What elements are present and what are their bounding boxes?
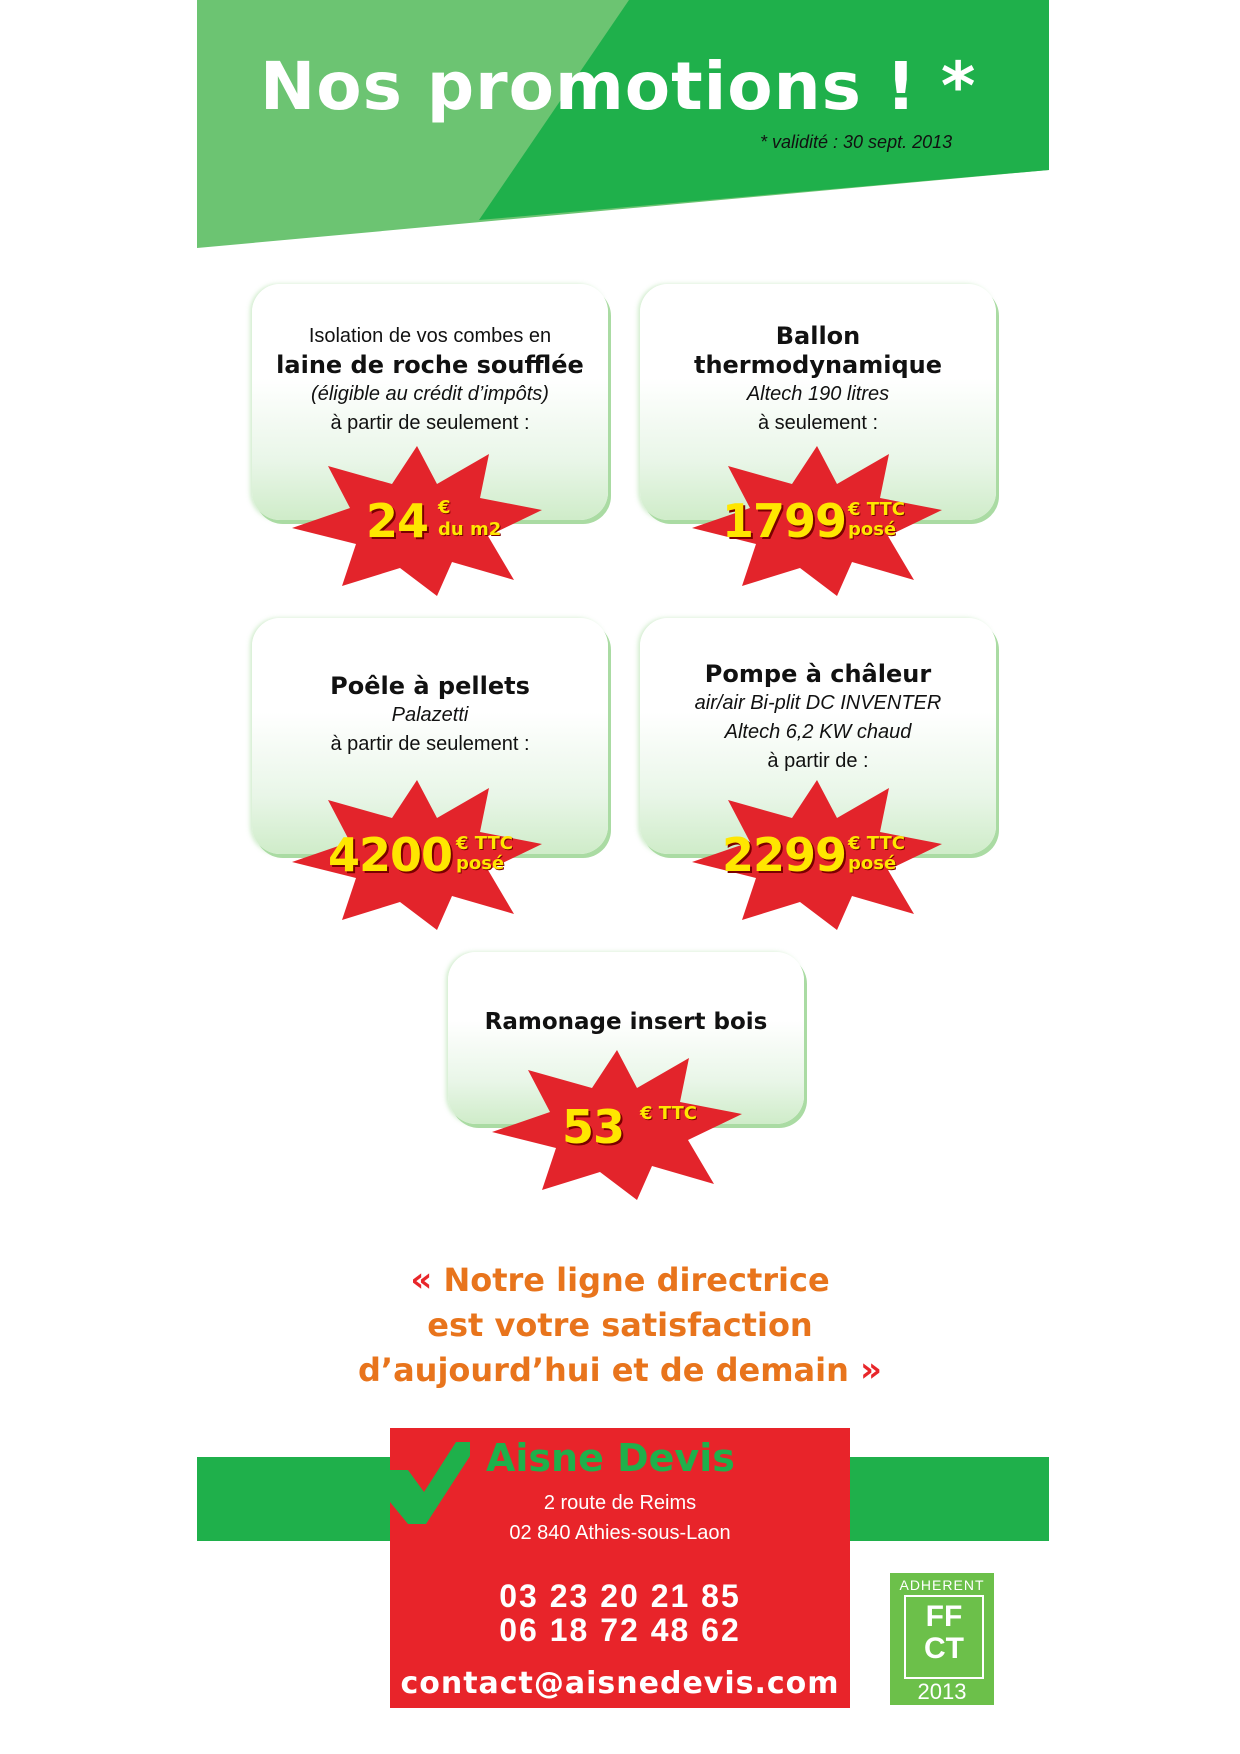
validity-note: * validité : 30 sept. 2013 bbox=[760, 132, 953, 152]
price-unit-top: € bbox=[438, 497, 451, 518]
price-unit-top: € TTC bbox=[848, 833, 905, 854]
promo-line: Altech 6,2 KW chaud bbox=[724, 721, 912, 743]
promo-line: à seulement : bbox=[757, 412, 879, 434]
promo-price: 4200 bbox=[328, 828, 453, 882]
promo-title: laine de roche soufflée bbox=[276, 351, 584, 379]
brand-name: Aisne Devis bbox=[486, 1436, 735, 1480]
promo-line: à partir de seulement : bbox=[330, 412, 530, 434]
promo-title: Poêle à pellets bbox=[330, 672, 530, 700]
price-unit-bottom: posé bbox=[456, 853, 505, 874]
price-unit-top: € TTC bbox=[640, 1103, 697, 1124]
badge-year: 2013 bbox=[917, 1679, 967, 1704]
promo-price: 1799 bbox=[722, 494, 847, 548]
promo-price: 53 bbox=[562, 1100, 625, 1154]
page-title: Nos promotions ! * bbox=[260, 48, 977, 125]
close-quote: » bbox=[860, 1350, 882, 1390]
address-line: 2 route de Reims bbox=[543, 1492, 697, 1514]
promo-title: Pompe à châleur bbox=[704, 660, 932, 688]
badge-frame bbox=[904, 1595, 984, 1679]
slogan-line: d’aujourd’hui et de demain bbox=[358, 1351, 849, 1389]
slogan bbox=[280, 1258, 960, 1393]
phone-number[interactable]: 03 23 20 21 85 bbox=[499, 1578, 741, 1614]
promo-title: thermodynamique bbox=[693, 351, 943, 379]
slogan-line: Notre ligne directrice bbox=[443, 1261, 830, 1299]
header-banner bbox=[197, 0, 1049, 252]
promo-line: (éligible au crédit d’impôts) bbox=[311, 383, 549, 405]
promo-line: à partir de : bbox=[767, 750, 869, 772]
promo-line: à partir de seulement : bbox=[330, 733, 530, 755]
price-unit-bottom: posé bbox=[848, 519, 897, 540]
promo-title: Ballon bbox=[775, 322, 861, 350]
promo-title: Ramonage insert bois bbox=[484, 1009, 768, 1035]
promo-line: Altech 190 litres bbox=[746, 383, 890, 405]
badge-label: ADHERENT bbox=[899, 1577, 985, 1593]
promo-line: Isolation de vos combes en bbox=[308, 325, 552, 347]
address-line: 02 840 Athies-sous-Laon bbox=[509, 1522, 731, 1544]
badge-letters-top: FF bbox=[925, 1600, 963, 1633]
price-unit-top: € TTC bbox=[848, 499, 905, 520]
price-unit-bottom: du m2 bbox=[438, 519, 502, 540]
price-unit-bottom: posé bbox=[848, 853, 897, 874]
email-link[interactable]: contact@aisnedevis.com bbox=[400, 1666, 840, 1701]
open-quote: « bbox=[410, 1260, 433, 1300]
contact-box bbox=[390, 1428, 850, 1708]
promo-line: air/air Bi-plit DC INVENTER bbox=[694, 692, 942, 714]
ffct-badge bbox=[890, 1573, 994, 1705]
price-unit-top: € TTC bbox=[456, 833, 513, 854]
badge-letters-bottom: CT bbox=[924, 1632, 964, 1665]
badge-letters bbox=[906, 1601, 982, 1665]
promo-price: 24 bbox=[366, 494, 429, 548]
phone-number[interactable]: 06 18 72 48 62 bbox=[499, 1612, 741, 1648]
promo-price: 2299 bbox=[722, 828, 847, 882]
promo-line: Palazetti bbox=[391, 704, 469, 726]
slogan-line: est votre satisfaction bbox=[427, 1306, 813, 1344]
